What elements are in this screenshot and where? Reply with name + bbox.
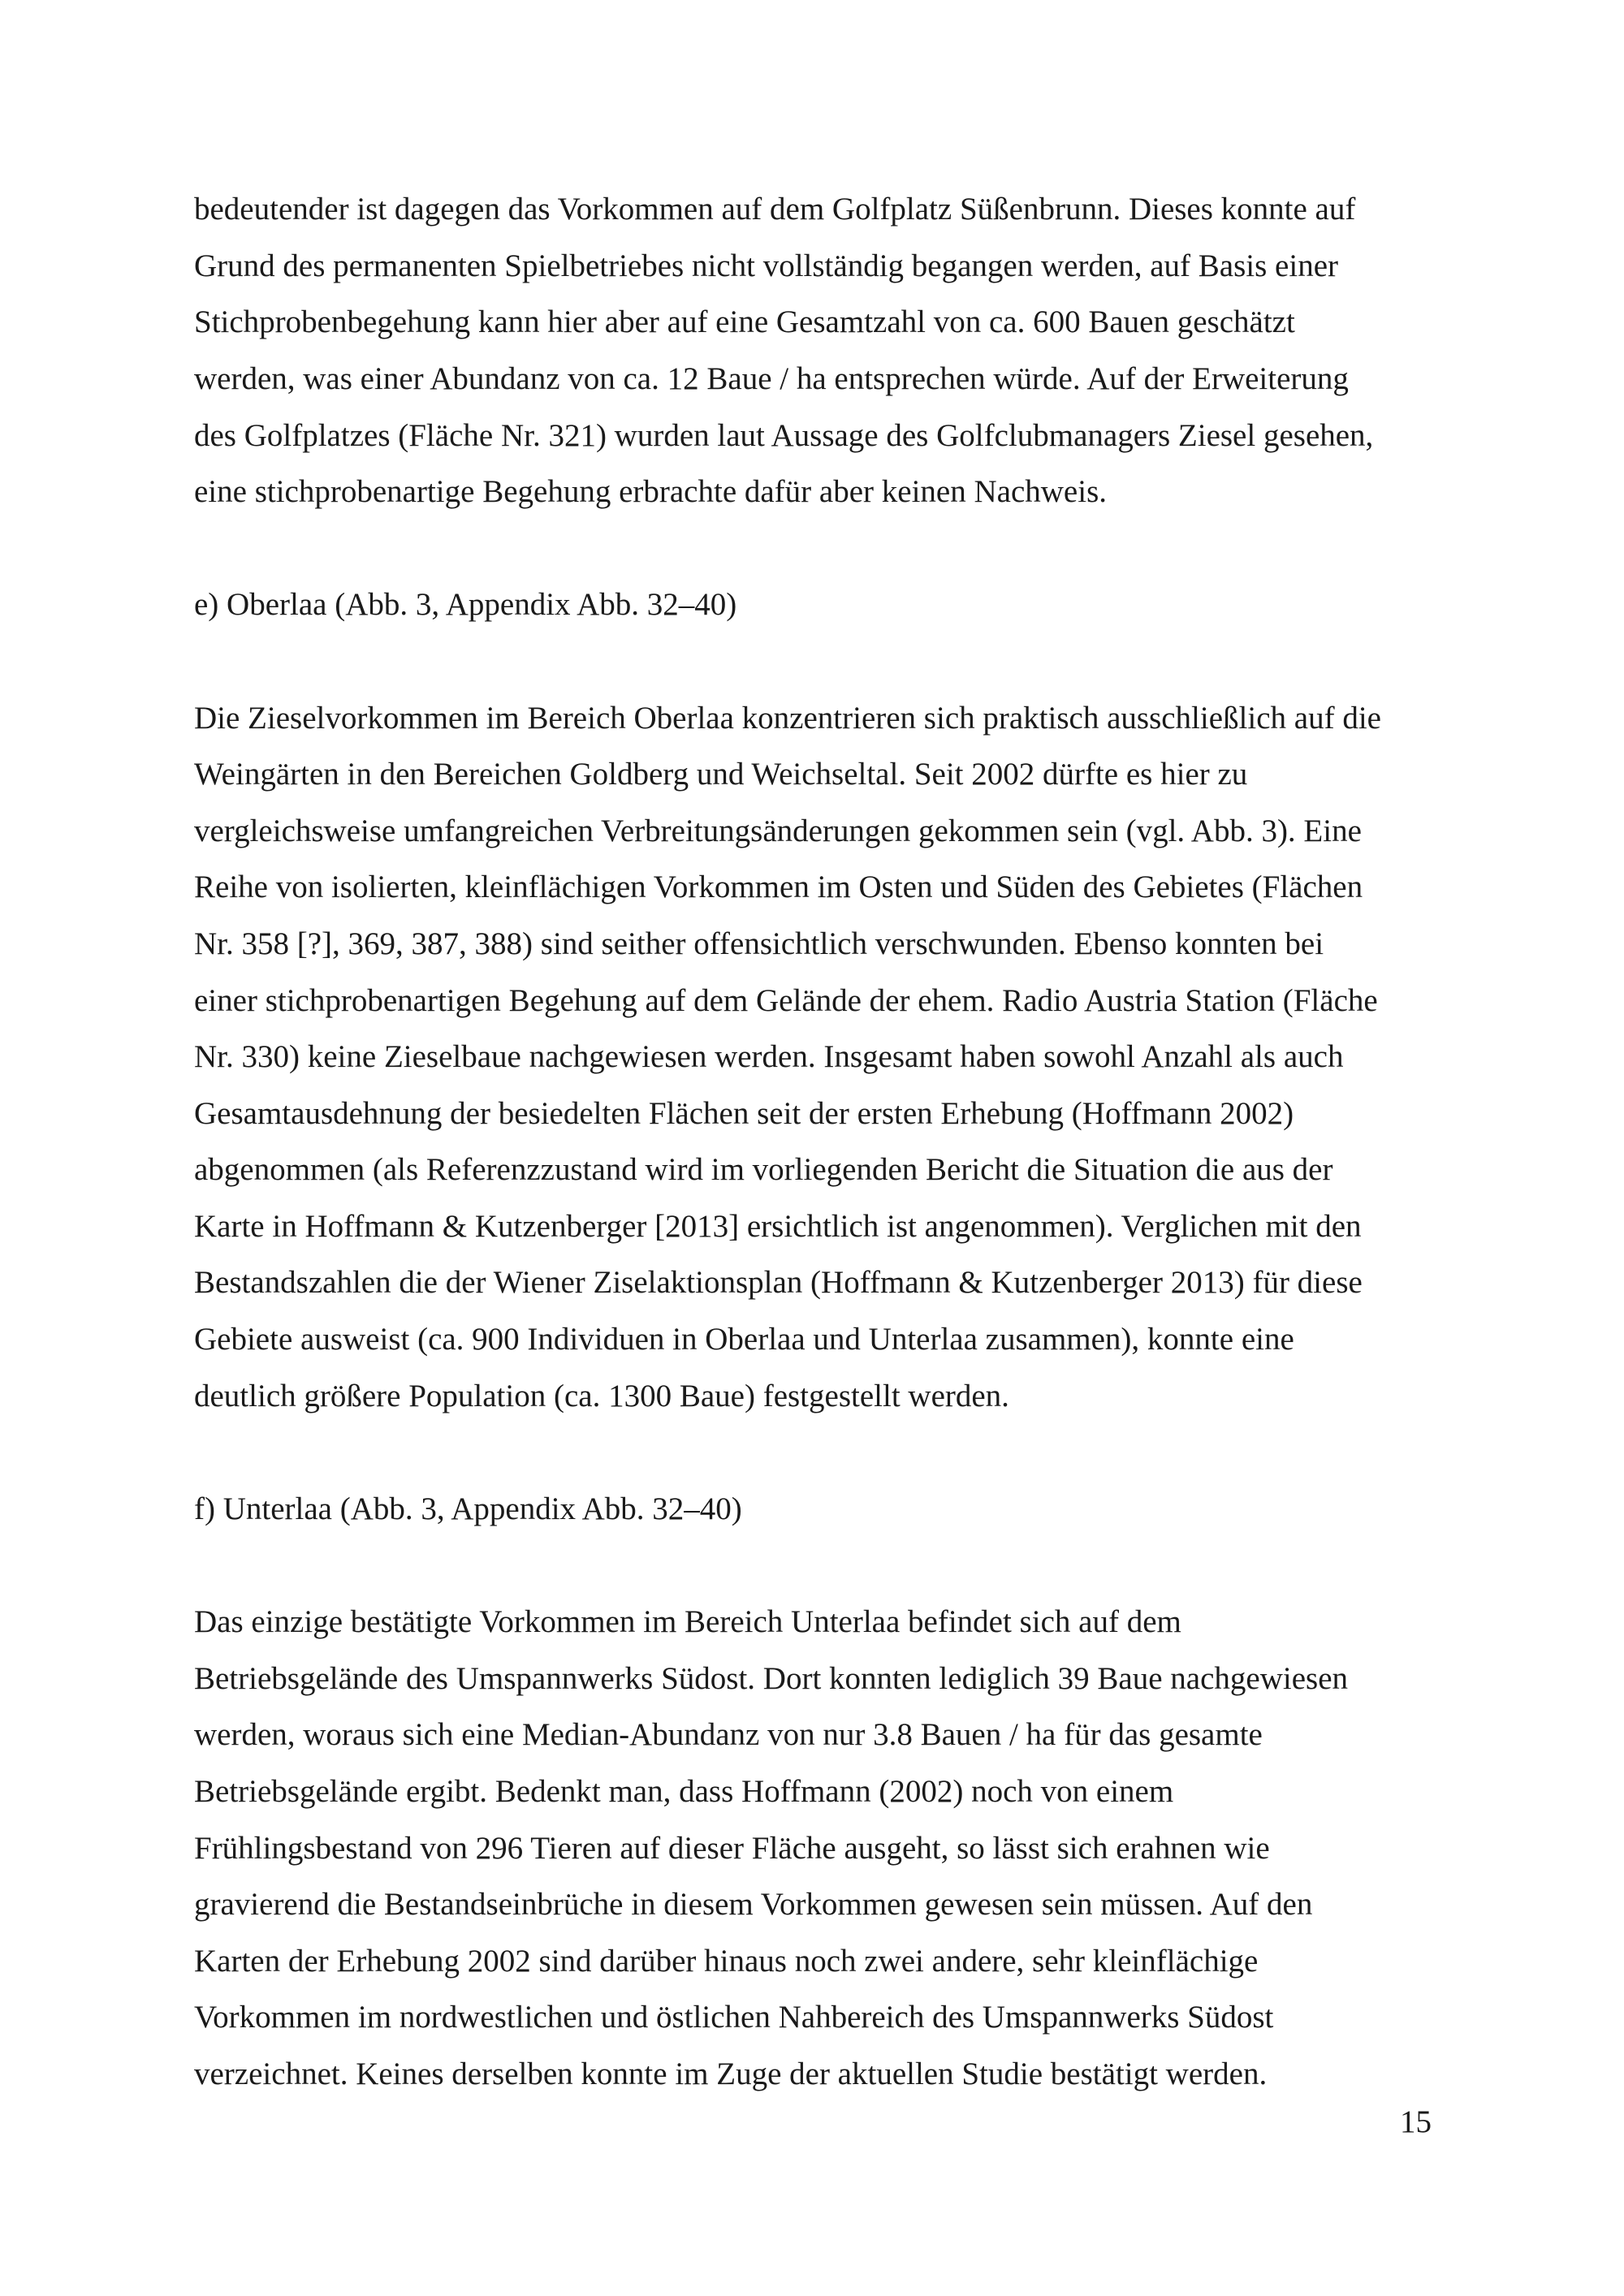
paragraph-3-line-9: verzeichnet. Keines derselben konnte im Zuge der aktuellen Studie bestätigt werden. (194, 2056, 1268, 2091)
section-heading-unterlaa: f) Unterlaa (Abb. 3, Appendix Abb. 32–40) (194, 1491, 742, 1526)
paragraph-2-line-1: Die Zieselvorkommen im Bereich Oberlaa konzentrieren sich praktisch ausschließlich auf die (194, 701, 1381, 736)
paragraph-3-line-4: Betriebsgelände ergibt. Bedenkt man, dass Hoffmann (2002) noch von einem (194, 1774, 1174, 1809)
paragraph-1-line-2: Grund des permanenten Spielbetriebes nicht vollständig begangen werden, auf Basis einer (194, 248, 1338, 283)
paragraph-2-line-9: abgenommen (als Referenzzustand wird im vorliegenden Bericht die Situation die aus der (194, 1152, 1333, 1187)
paragraph-3-line-2: Betriebsgelände des Umspannwerks Südost. Dort konnten lediglich 39 Baue nachgewiesen (194, 1661, 1349, 1696)
page-number: 15 (1400, 2104, 1432, 2139)
paragraph-2-line-2: Weingärten in den Bereichen Goldberg und Weichseltal. Seit 2002 dürfte es hier zu (194, 757, 1248, 792)
paragraph-1-line-5: des Golfplatzes (Fläche Nr. 321) wurden laut Aussage des Golfclubmanagers Ziesel gesehen, (194, 418, 1374, 453)
paragraph-2-line-11: Bestandszahlen die der Wiener Ziselaktionsplan (Hoffmann & Kutzenberger 2013) für diese (194, 1265, 1363, 1300)
paragraph-2-line-13: deutlich größere Population (ca. 1300 Baue) festgestellt werden. (194, 1379, 1009, 1413)
paragraph-3-line-7: Karten der Erhebung 2002 sind darüber hinaus noch zwei andere, sehr kleinflächige (194, 1944, 1259, 1979)
paragraph-2-line-6: einer stichprobenartigen Begehung auf dem Gelände der ehem. Radio Austria Station (Fläche (194, 983, 1378, 1018)
paragraph-2-line-5: Nr. 358 [?], 369, 387, 388) sind seither offensichtlich verschwunden. Ebenso konnten bei (194, 926, 1324, 961)
paragraph-2-line-3: vergleichsweise umfangreichen Verbreitungsänderungen gekommen sein (vgl. Abb. 3). Eine (194, 814, 1362, 848)
paragraph-3-line-8: Vorkommen im nordwestlichen und östlichen Nahbereich des Umspannwerks Südost (194, 2000, 1274, 2035)
paragraph-3-line-6: gravierend die Bestandseinbrüche in diesem Vorkommen gewesen sein müssen. Auf den (194, 1887, 1313, 1922)
paragraph-1-line-1: bedeutender ist dagegen das Vorkommen auf dem Golfplatz Süßenbrunn. Dieses konnte auf (194, 192, 1356, 227)
section-heading-oberlaa: e) Oberlaa (Abb. 3, Appendix Abb. 32–40) (194, 587, 737, 622)
paragraph-1-line-6: eine stichprobenartige Begehung erbrachte dafür aber keinen Nachweis. (194, 474, 1107, 509)
paragraph-2-line-8: Gesamtausdehnung der besiedelten Flächen seit der ersten Erhebung (Hoffmann 2002) (194, 1096, 1294, 1131)
paragraph-3-line-1: Das einzige bestätigte Vorkommen im Bereich Unterlaa befindet sich auf dem (194, 1604, 1181, 1639)
paragraph-2-line-4: Reihe von isolierten, kleinflächigen Vorkommen im Osten und Süden des Gebietes (Flächen (194, 870, 1363, 904)
paragraph-2-line-7: Nr. 330) keine Zieselbaue nachgewiesen werden. Insgesamt haben sowohl Anzahl als auch (194, 1039, 1344, 1074)
paragraph-2-line-12: Gebiete ausweist (ca. 900 Individuen in Oberlaa und Unterlaa zusammen), konnte eine (194, 1322, 1294, 1357)
paragraph-1-line-4: werden, was einer Abundanz von ca. 12 Baue / ha entsprechen würde. Auf der Erweiterung (194, 361, 1349, 396)
paragraph-3-line-3: werden, woraus sich eine Median-Abundanz von nur 3.8 Bauen / ha für das gesamte (194, 1717, 1263, 1752)
paragraph-3-line-5: Frühlingsbestand von 296 Tieren auf dieser Fläche ausgeht, so lässt sich erahnen wie (194, 1831, 1270, 1866)
paragraph-1-line-3: Stichprobenbegehung kann hier aber auf eine Gesamtzahl von ca. 600 Bauen geschätzt (194, 304, 1295, 339)
paragraph-2-line-10: Karte in Hoffmann & Kutzenberger [2013] ersichtlich ist angenommen). Verglichen mit den (194, 1209, 1362, 1244)
